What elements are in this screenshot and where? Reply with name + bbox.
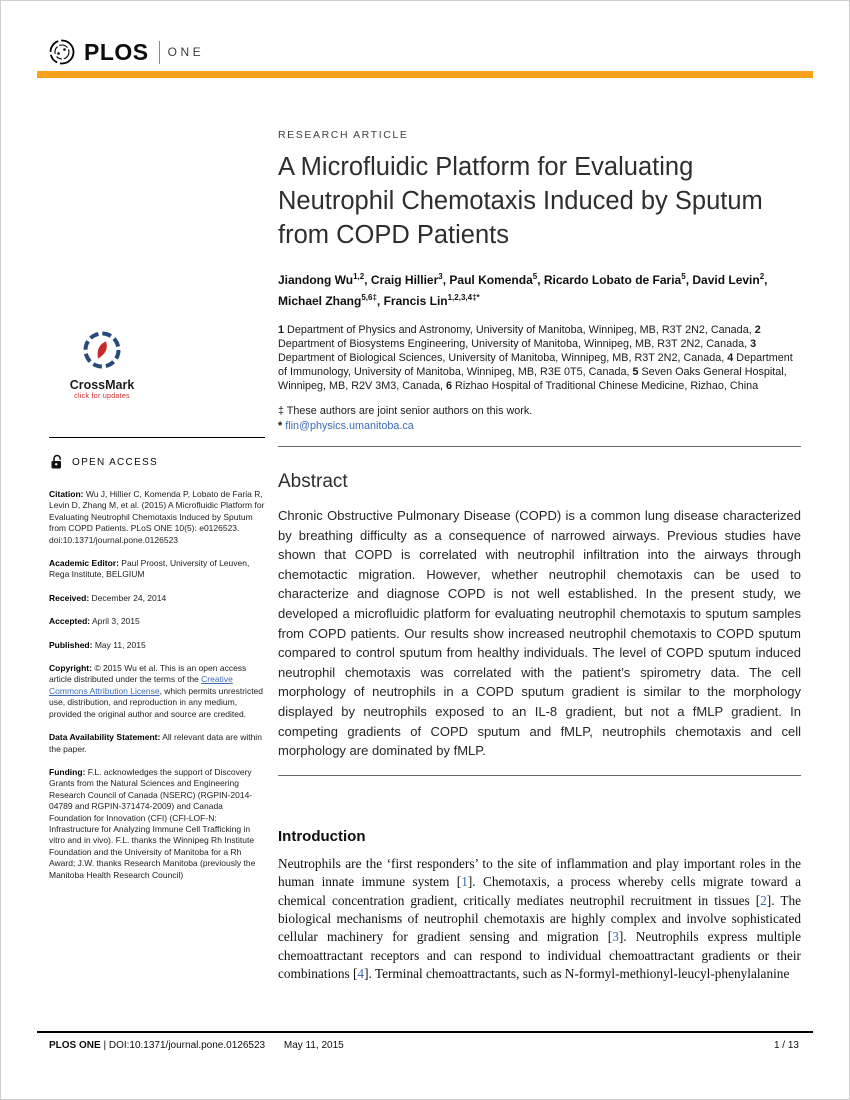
received-block — [49, 593, 265, 604]
plos-logo-text: PLOS — [84, 38, 149, 65]
funding-block — [49, 767, 265, 881]
funding-text: F.L. acknowledges the support of Discovery Grants from the Natural Sciences and Engineering Research Council of Canada (NSERC) (RGPIN-2014-04789 and RGPIN-371474-2009) and Canada Foundation for Innovation (CFI) (CFI-LOF-N: Infrastructure for Analyzing Immune Cell Trafficking in vitro and in vivo). F.L. thanks the Winnipeg Rh Institute Foundation and the University of Manitoba for a Rh Award; J.W. thanks Research Manitoba (previously the Manitoba Health Research Council) — [49, 766, 256, 880]
received-date: December 24, 2014 — [91, 592, 167, 603]
footer-date: May 11, 2015 — [283, 1040, 344, 1051]
logo-divider — [159, 41, 160, 64]
academic-editor-block — [49, 558, 265, 581]
published-date: May 11, 2015 — [94, 639, 146, 650]
journal-name-text: ONE — [167, 45, 205, 59]
abstract-divider — [278, 446, 801, 447]
citation-ref-link[interactable]: 3 — [612, 929, 619, 945]
author-superscript: 5,6‡ — [361, 293, 377, 302]
citation-ref-link[interactable]: 2 — [760, 892, 767, 908]
corresponding-email-line — [278, 420, 801, 432]
open-lock-icon — [50, 454, 64, 470]
crossmark-badge[interactable] — [54, 330, 150, 400]
data-availability-block — [49, 732, 265, 755]
citation-text: Wu J, Hillier C, Komenda P, Lobato de Faria R, Levin D, Zhang M, et al. (2015) A Microfluidic Platform for Evaluating Neutrophil Chemotaxis Induced by Sputum from COPD Patients. PLoS ONE 10(5): e0126523. doi:10.1371/journal.pone.0126523 — [49, 489, 265, 545]
author-superscript: 2 — [759, 272, 765, 281]
copyright-label: Copyright: — [49, 663, 92, 674]
accent-bar — [37, 71, 813, 78]
introduction-heading: Introduction — [278, 827, 366, 845]
open-access-label: OPEN ACCESS — [72, 456, 158, 468]
author-superscript: 5 — [681, 272, 686, 281]
footer-doi: | DOI:10.1371/journal.pone.0126523 — [103, 1040, 266, 1051]
crossmark-icon — [82, 330, 122, 370]
author-superscript: 1,2,3,4‡* — [447, 293, 480, 302]
affiliation-number: 1 — [278, 324, 285, 336]
author-superscript: 3 — [438, 272, 443, 281]
affiliation-number: 4 — [727, 352, 734, 364]
affiliation-number: 5 — [632, 366, 639, 378]
introduction-paragraph: Neutrophils are the ‘first responders’ to the site of inflammation and play important roles in the human innate immune system [1]. Chemotaxis, a process whereby cells migrate toward a chemical concentration gradient, critically mediates neutrophil recruitment in tissues [2]. The biological mechanisms of neutrophil chemotaxis are highly complex and involve sophisticated cellular machinery for gradient sensing and migration [3]. Neutrophils express multiple chemoattractant receptors and can respond to individual chemoattractant gradients or their combinations [4]. Terminal chemoattractants, such as N-formyl-methionyl-leucyl-phenylalanine — [278, 855, 802, 982]
published-block — [49, 640, 265, 651]
email-marker: * — [278, 420, 283, 432]
academic-editor-label: Academic Editor: — [49, 558, 119, 569]
citation-block — [49, 489, 265, 546]
article-title: A Microfluidic Platform for Evaluating Neutrophil Chemotaxis Induced by Sputum from COPD Patients — [278, 153, 763, 249]
copyright-block — [49, 663, 265, 720]
academic-editor-text: Paul Proost, University of Leuven, Rega Institute, BELGIUM — [49, 558, 250, 580]
page-footer — [49, 1040, 799, 1051]
accepted-block — [49, 616, 265, 627]
open-access-row — [50, 454, 265, 470]
author-list: Jiandong Wu$^{1,2}$, Craig Hillier$^3$, Paul Komenda$^5$, Ricardo Lobato de Faria$^5$, David Levin$^2$, Michael Zhang$^{5,6\ddagger}$, Francis Lin$^{1,2,3,4\ddagger*}$ — [278, 272, 768, 308]
published-label: Published: — [49, 639, 93, 650]
received-label: Received: — [49, 592, 90, 603]
affiliation-number: 2 — [754, 324, 761, 336]
citation-label: Citation: — [49, 489, 84, 499]
affiliation-number: 6 — [446, 380, 453, 392]
research-article-kicker: RESEARCH ARTICLE — [278, 129, 409, 141]
funding-label: Funding: — [49, 766, 86, 777]
footer-left — [49, 1040, 344, 1051]
plos-logo-icon — [47, 37, 77, 67]
plos-logo[interactable] — [47, 37, 204, 67]
abstract-heading: Abstract — [278, 471, 348, 492]
affiliation-list: 1 Department of Physics and Astronomy, University of Manitoba, Winnipeg, MB, R3T 2N2, Canada, 2 Department of Biosystems Engineering, University of Manitoba, Winnipeg, MB, R3T 2N2, Canada, 3 Department of Biological Sciences, University of Manitoba, Winnipeg, MB, R3T 2N2, Canada, 4 Department of Immunology, University of Manitoba, Winnipeg, MB, R3E 0T5, Canada, 5 Seven Oaks General Hospital, Winnipeg, MB, R2V 3M3, Canada, 6 Rizhao Hospital of Traditional Chinese Medicine, Rizhao, China — [278, 324, 793, 392]
copyright-text: © 2015 Wu et al. This is an open access article distributed under the terms of the Creative Commons Attribution License, which permits unrestricted use, distribution, and reproduction in any medium, provided the original author and source are credited. — [49, 663, 264, 719]
footer-page-number: 1 / 13 — [773, 1040, 799, 1051]
article-info-sidebar — [49, 437, 265, 893]
corresponding-email-link[interactable]: flin@physics.umanitoba.ca — [285, 420, 414, 432]
abstract-paragraph: Chronic Obstructive Pulmonary Disease (COPD) is a common lung disease characterized by breathing difficulty as a consequence of narrowed airways. Previous studies have shown that COPD is correlated with neutrophil infiltration into the airways through chemotactic migration. However, whether neutrophil chemotaxis can be used to characterize and diagnose COPD is not well established. In the present study, we developed a microfluidic platform for evaluating neutrophil chemotaxis to sputum samples from COPD patients. Our results show increased neutrophil chemotaxis to COPD sputum compared to control sputum from healthy individuals. The level of COPD sputum induced neutrophil chemotaxis was correlated with the patient’s spirometry data. The cell morphology of neutrophils in a COPD sputum gradient is similar to the morphology displayed by neutrophils exposed to an IL-8 gradient, but not a fMLP gradient. In competing gradients of COPD sputum and fMLP, neutrophils chemotaxis and cell morphology are dominated by fMLP. — [278, 508, 801, 759]
sidebar-top-rule — [49, 437, 265, 438]
author-superscript: 1,2 — [353, 272, 365, 281]
footer-journal-name: PLOS ONE — [49, 1040, 101, 1051]
author-superscript: 5 — [532, 272, 538, 281]
accepted-date: April 3, 2015 — [92, 616, 140, 627]
affiliation-number: 3 — [750, 338, 757, 350]
footer-rule — [37, 1031, 813, 1033]
section-divider — [278, 775, 801, 776]
joint-authors-note: ‡ These authors are joint senior authors on this work. — [278, 405, 533, 417]
accepted-label: Accepted: — [49, 616, 91, 627]
data-availability-label: Data Availability Statement: — [49, 732, 161, 743]
inline-link[interactable]: Creative Commons Attribution License — [49, 674, 233, 696]
citation-ref-link[interactable]: 1 — [461, 874, 468, 890]
article-main-column — [278, 129, 801, 984]
crossmark-name: CrossMark — [69, 378, 135, 392]
citation-ref-link[interactable]: 4 — [357, 966, 365, 982]
crossmark-tagline: click for updates — [74, 393, 130, 400]
data-availability-text: All relevant data are within the paper. — [49, 732, 262, 754]
